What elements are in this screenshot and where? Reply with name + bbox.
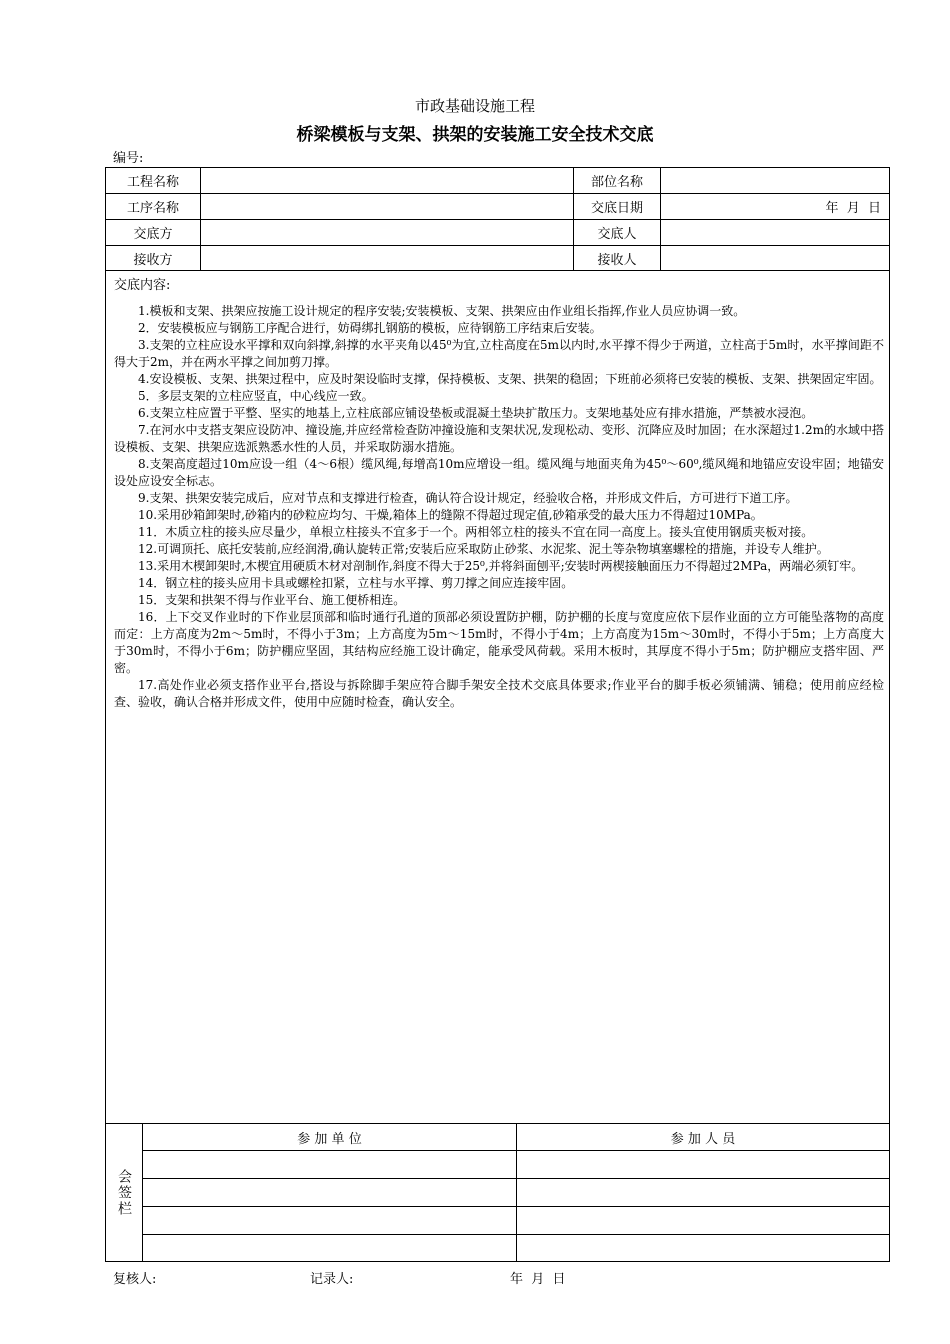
process-value[interactable] <box>201 194 573 219</box>
sign-unit-cell[interactable] <box>143 1179 516 1206</box>
content-item: 3.支架的立柱应设水平撑和双向斜撑,斜撑的水平夹角以45⁰为宜,立柱高度在5m以内时,水平撑不得少于两道，立柱高于5m时，水平撑间距不得大于2m，并在两水平撑之间加剪刀撑。 <box>114 338 884 369</box>
disclosure-date-label: 交底日期 <box>590 201 643 216</box>
submitter-label: 交底方 <box>133 227 173 242</box>
sign-unit-cell[interactable] <box>143 1207 516 1234</box>
content-item: 6.支架立柱应置于平整、坚实的地基上,立柱底部应铺设垫板或混凝土垫块扩散压力。支架地基处应有排水措施，严禁被水浸泡。 <box>138 406 814 420</box>
content-item: 2．安装模板应与钢筋工序配合进行，妨碍绑扎钢筋的模板，应待钢筋工序结束后安装。 <box>138 321 602 335</box>
project-name-value[interactable] <box>201 168 573 193</box>
content-item: 1.模板和支架、拱架应按施工设计规定的程序安装;安装模板、支架、拱架应由作业组长指挥,作业人员应协调一致。 <box>138 304 746 318</box>
content-item: 17.高处作业必须支搭作业平台,搭设与拆除脚手架应符合脚手架安全技术交底具体要求;作业平台的脚手板必须铺满、铺稳；使用前应经检查、验收，确认合格并形成文件，使用中应随时检查，确认安全。 <box>114 678 884 709</box>
recipient-value[interactable] <box>661 246 889 270</box>
disclosure-form <box>105 167 890 1262</box>
sign-person-cell[interactable] <box>517 1151 889 1178</box>
content-item: 13.采用木楔卸架时,木楔宜用硬质木材对剖制作,斜度不得大于25⁰,并将斜面刨平;安装时两楔接触面压力不得超过2MPa，两端必须钉牢。 <box>138 559 864 573</box>
presenter-value[interactable] <box>661 220 889 245</box>
content-item: 4.安设模板、支架、拱架过程中，应及时架设临时支撑，保持模板、支架、拱架的稳固；下班前必须将已安装的模板、支架、拱架固定牢固。 <box>138 372 882 386</box>
sign-unit-cell[interactable] <box>143 1151 516 1178</box>
document-title: 桥梁模板与支架、拱架的安装施工安全技术交底 <box>296 125 654 145</box>
document-subtitle: 市政基础设施工程 <box>414 97 535 115</box>
content-item: 12.可调顶托、底托安装前,应经润滑,确认旋转正常;安装后应采取防止砂浆、水泥浆、泥土等杂物填塞螺栓的措施，并设专人维护。 <box>138 542 829 556</box>
content-item: 7.在河水中支搭支架应设防冲、撞设施,并应经常检查防冲撞设施和支架状况,发现松动、变形、沉降应及时加固；在水深超过1.2m的水域中搭设模板、支架、拱架应选派熟悉水性的人员，并采取防溺水措施。 <box>114 423 884 454</box>
process-label: 工序名称 <box>126 201 179 216</box>
department-label: 部位名称 <box>590 175 643 190</box>
recipient-label: 接收人 <box>597 252 637 268</box>
content-item: 5．多层支架的立柱应竖直，中心线应一致。 <box>138 389 374 403</box>
participating-person-header: 参 加 人 员 <box>670 1131 736 1147</box>
sign-unit-cell[interactable] <box>143 1235 516 1261</box>
content-item: 15．支架和拱架不得与作业平台、施工便桥相连。 <box>138 593 406 607</box>
disclosure-content <box>114 303 884 711</box>
presenter-label: 交底人 <box>597 227 637 242</box>
reviewer-label: 复核人: <box>113 1272 157 1287</box>
sign-person-cell[interactable] <box>517 1235 889 1261</box>
countersign-label: 会签栏 <box>116 1169 132 1217</box>
content-item: 8.支架高度超过10m应设一组（4～6根）缆风绳,每增高10m应增设一组。缆风绳与地面夹角为45⁰～60⁰,缆风绳和地锚应安设牢固；地锚安设处应设安全标志。 <box>114 457 884 488</box>
receiver-label: 接收方 <box>133 252 173 268</box>
disclosure-date-value[interactable]: 年 月 日 <box>825 201 881 216</box>
sign-person-cell[interactable] <box>517 1207 889 1234</box>
submitter-value[interactable] <box>201 220 573 245</box>
content-label: 交底内容: <box>114 278 171 293</box>
content-item: 16．上下交叉作业时的下作业层顶部和临时通行孔道的顶部必须设置防护棚，防护棚的长度与宽度应依下层作业面的立方可能坠落物的高度而定：上方高度为2m～5m时，不得小于3m；上方高度为5m～15m时，不得小于4m；上方高度为15m～30m时，不得小于5m；上方高度大于30m时，不得小于6m；防护棚应坚固，其结构应经施工设计确定，能承受风荷载。采用木板时，其厚度不得小于5m；防护棚应支搭牢固、严密。 <box>114 610 884 675</box>
department-value[interactable] <box>661 168 889 193</box>
serial-number-label: 编号: <box>113 151 144 166</box>
project-name-label: 工程名称 <box>126 175 179 190</box>
content-item: 9.支架、拱架安装完成后，应对节点和支撑进行检查，确认符合设计规定，经验收合格，并形成文件后，方可进行下道工序。 <box>138 491 798 505</box>
sign-person-cell[interactable] <box>517 1179 889 1206</box>
content-item: 11．木质立柱的接头应尽量少，单根立柱接头不宜多于一个。两相邻立柱的接头不宜在同一高度上。接头宜使用钢质夹板对接。 <box>138 525 814 539</box>
content-item: 10.采用砂箱卸架时,砂箱内的砂粒应均匀、干燥,箱体上的缝隙不得超过现定值,砂箱承受的最大压力不得超过10MPa。 <box>138 508 763 522</box>
content-item: 14．钢立柱的接头应用卡具或螺栓扣紧，立柱与水平撑、剪刀撑之间应连接牢固。 <box>138 576 574 590</box>
row-divider <box>106 270 889 271</box>
receiver-value[interactable] <box>201 246 573 270</box>
footer-date: 年 月 日 <box>510 1272 566 1287</box>
participating-unit-header: 参 加 单 位 <box>297 1131 362 1147</box>
recorder-label: 记录人: <box>310 1272 354 1287</box>
